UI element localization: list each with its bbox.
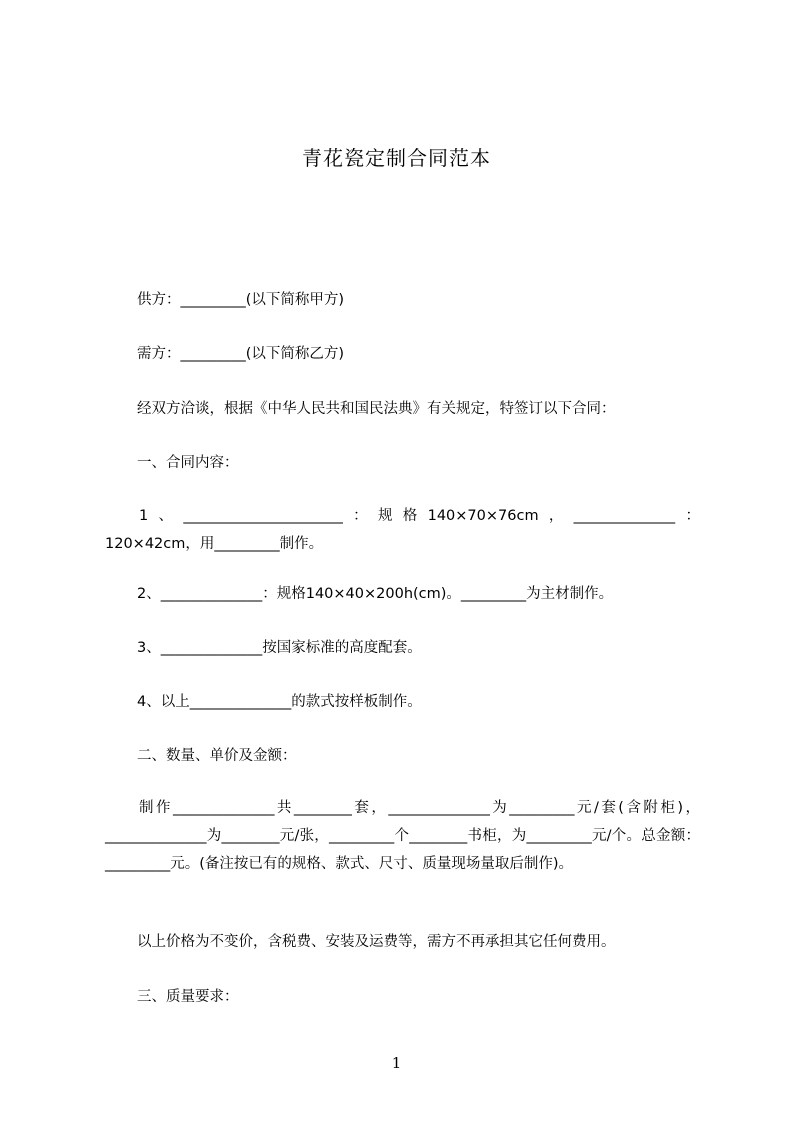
section-heading-contract-content: 一、合同内容： [137,455,239,471]
section-heading-quantity-price: 二、数量、单价及金额： [137,748,297,764]
page-number: 1 [391,1054,402,1072]
buyer-line: 需方：_________(以下简称乙方) [137,346,345,362]
item-1-paragraph: 1、______________________：规格140×70×76cm，______________：120×42cm，用_________制作。 [105,508,700,552]
price-note-paragraph: 以上价格为不变价，含税费、安装及运费等，需方不再承担其它任何费用。 [137,934,616,950]
section-heading-quality: 三、质量要求： [137,989,239,1005]
item-2-paragraph: 2、______________：规格140×40×200h(cm)。_________为主材制作。 [137,586,614,602]
item-3-paragraph: 3、______________按国家标准的高度配套。 [137,640,422,656]
document-title: 青花瓷定制合同范本 [302,146,491,170]
item-4-paragraph: 4、以上______________的款式按样板制作。 [137,694,422,710]
intro-paragraph: 经双方洽谈，根据《中华人民共和国民法典》有关规定，特签订以下合同： [137,401,616,417]
supplier-line: 供方：_________(以下简称甲方) [137,292,345,308]
pricing-paragraph: 制作______________共________套，______________为_________元/套(含附柜)，______________为________元/张，_________个________书柜，为_________元/个。总金额：_________元。(备注按已有的规格、款式、尺寸、质量现场量取后制作)。 [105,800,700,872]
